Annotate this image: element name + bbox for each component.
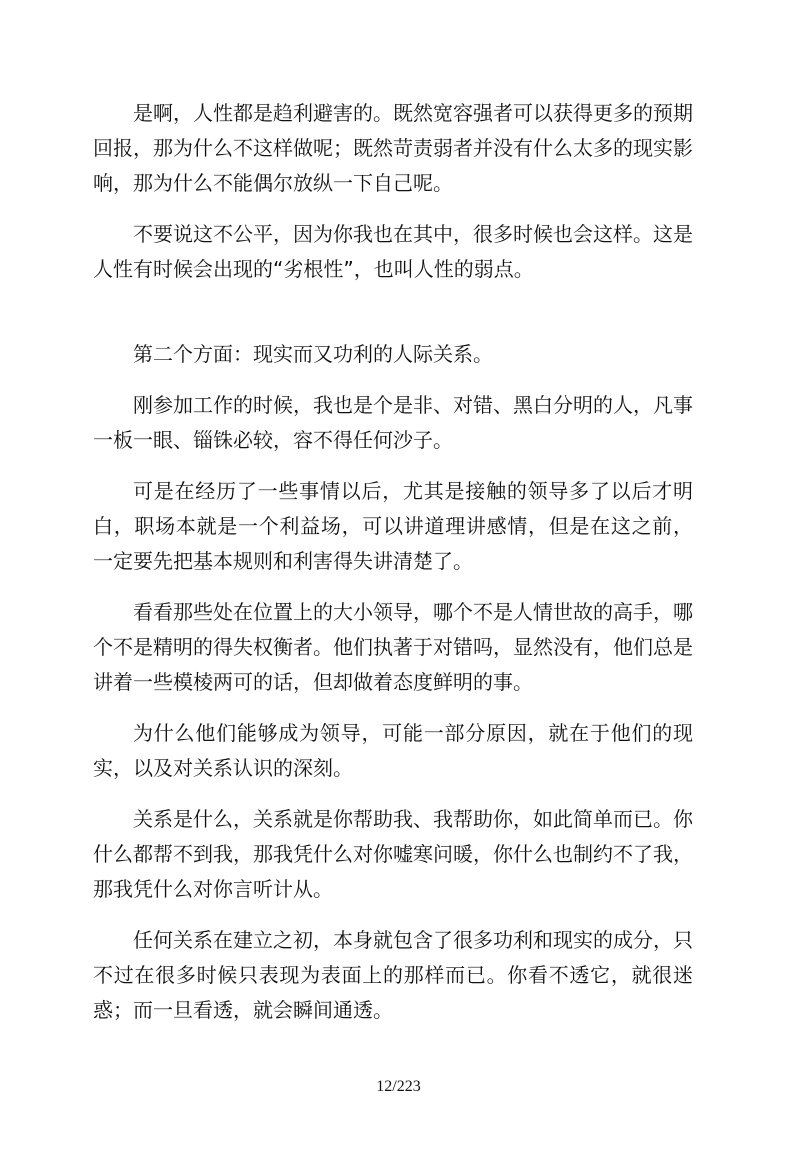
- paragraph-2: 不要说这不公平，因为你我也在其中，很多时候也会这样。这是人性有时候会出现的“劣根性”，也叫人性的弱点。: [93, 222, 693, 281]
- paragraph-7: 关系是什么，关系就是你帮助我、我帮助你，如此简单而已。你什么都帮不到我，那我凭什么对你嘘寒问暖，你什么也制约不了我，那我凭什么对你言听计从。: [93, 807, 693, 901]
- paragraph-3: 刚参加工作的时候，我也是个是非、对错、黑白分明的人，凡事一板一眼、锱铢必较，容不得任何沙子。: [93, 393, 693, 452]
- paragraph-6: 为什么他们能够成为领导，可能一部分原因，就在于他们的现实，以及对关系认识的深刻。: [93, 721, 693, 780]
- page-number: 12/223: [376, 1078, 421, 1095]
- document-body: [93, 96, 713, 1028]
- paragraph-1: 是啊，人性都是趋利避害的。既然宽容强者可以获得更多的预期回报，那为什么不这样做呢；既然苛责弱者并没有什么太多的现实影响，那为什么不能偶尔放纵一下自己呢。: [93, 101, 693, 195]
- paragraph-8: 任何关系在建立之初，本身就包含了很多功利和现实的成分，只不过在很多时候只表现为表面上的那样而已。你看不透它，就很迷惑；而一旦看透，就会瞬间通透。: [93, 928, 693, 1022]
- section-heading: 第二个方面：现实而又功利的人际关系。: [133, 342, 493, 366]
- paragraph-5: 看看那些处在位置上的大小领导，哪个不是人情世故的高手，哪个不是精明的得失权衡者。他们执著于对错吗，显然没有，他们总是讲着一些模棱两可的话，但却做着态度鲜明的事。: [93, 600, 693, 694]
- paragraph-4: 可是在经历了一些事情以后，尤其是接触的领导多了以后才明白，职场本就是一个利益场，可以讲道理讲感情，但是在这之前， 一定要先把基本规则和利害得失讲清楚了。: [93, 479, 713, 573]
